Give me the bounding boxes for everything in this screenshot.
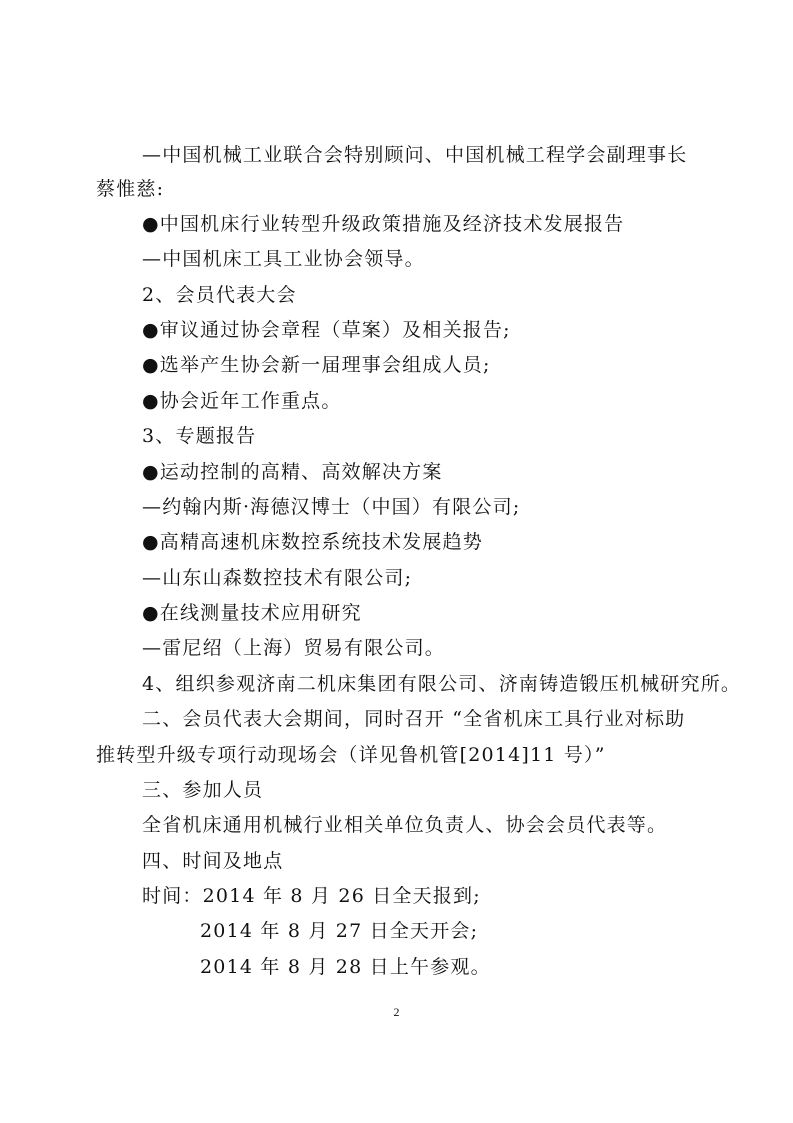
text-line-17: 二、会员代表大会期间，同时召开 “全省机床工具行业对标助 [142, 708, 686, 730]
text-line-18: 推转型升级专项行动现场会（详见鲁机管[2014]11 号）” [96, 744, 606, 766]
text-line-20: 全省机床通用机械行业相关单位负责人、协会会员代表等。 [142, 814, 668, 836]
text-line-1: —中国机械工业联合会特别顾问、中国机械工程学会副理事长 [142, 144, 688, 166]
text-line-8: ●协会近年工作重点。 [142, 390, 342, 412]
text-line-3: ●中国机床行业转型升级政策措施及经济技术发展报告 [142, 213, 625, 235]
text-line-21: 四、时间及地点 [142, 850, 284, 872]
text-line-11: —约翰内斯·海德汉博士（中国）有限公司; [142, 496, 521, 518]
text-line-2: 蔡惟慈: [96, 178, 165, 200]
text-line-22: 时间：2014 年 8 月 26 日全天报到; [142, 885, 481, 907]
text-line-10: ●运动控制的高精、高效解决方案 [142, 461, 443, 483]
text-line-12: ●高精高速机床数控系统技术发展趋势 [142, 531, 483, 553]
text-line-6: ●审议通过协会章程（草案）及相关报告; [142, 319, 511, 341]
text-line-13: —山东山森数控技术有限公司; [142, 567, 413, 589]
page-number: 2 [393, 1005, 400, 1019]
text-line-7: ●选举产生协会新一届理事会组成人员; [142, 354, 491, 376]
text-line-9: 3、专题报告 [142, 425, 257, 447]
text-line-16: 4、组织参观济南二机床集团有限公司、济南铸造锻压机械研究所。 [142, 673, 742, 695]
text-line-24: 2014 年 8 月 28 日上午参观。 [200, 956, 491, 978]
text-line-4: —中国机床工具工业协会领导。 [142, 248, 425, 270]
text-line-14: ●在线测量技术应用研究 [142, 602, 362, 624]
text-line-5: 2、会员代表大会 [142, 284, 297, 306]
text-line-23: 2014 年 8 月 27 日全天开会; [200, 920, 479, 942]
text-line-15: —雷尼绍（上海）贸易有限公司。 [142, 637, 446, 659]
text-line-19: 三、参加人员 [142, 779, 264, 801]
